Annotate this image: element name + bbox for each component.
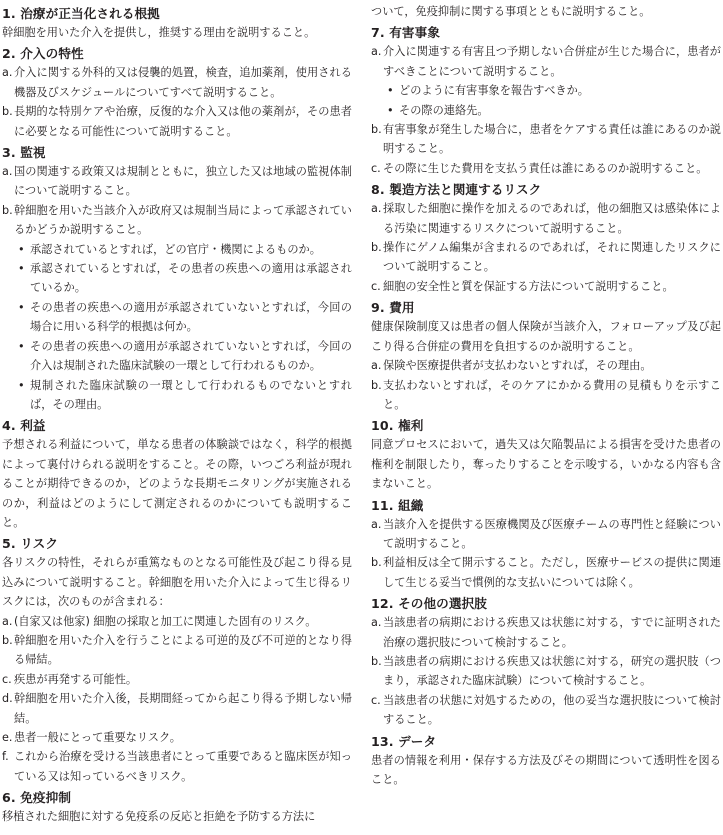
section-heading: 3. 監視 bbox=[2, 145, 46, 161]
list-item bbox=[2, 63, 352, 102]
list-item bbox=[2, 670, 352, 689]
section-heading: 4. 利益 bbox=[2, 418, 46, 434]
section bbox=[371, 594, 721, 729]
bullet-item bbox=[371, 81, 721, 100]
list-item bbox=[371, 691, 721, 730]
list-item bbox=[371, 613, 721, 652]
list-item bbox=[371, 238, 721, 277]
list-item bbox=[2, 612, 352, 631]
bullet-text: どのように有害事象を報告すべきか。 bbox=[399, 84, 589, 98]
bullet-text: その患者の疾患への適用が承認されていないとすれば，今回の介入は規制された臨床試験の一環として行われるものか。 bbox=[30, 339, 352, 373]
list-item-marker: c. bbox=[2, 672, 12, 686]
list-item-marker: f. bbox=[2, 750, 9, 764]
section-heading: 2. 介入の特性 bbox=[2, 46, 84, 62]
section-paragraph: 各リスクの特性，それらが重篤なものとなる可能性及び起こり得る見込みについて説明すること。幹細胞を用いた介入によって生じ得るリスクには，次のものが含まれる： bbox=[2, 556, 352, 609]
list-item-text: 患者一般にとって重要なリスク。 bbox=[14, 731, 181, 744]
section-paragraph: 同意プロセスにおいて，過失又は欠陥製品による損害を受けた患者の権利を制限したり，奪ったりすることを示唆する，いかなる内容も含まないこと。 bbox=[371, 438, 721, 491]
right-column bbox=[371, 2, 721, 789]
list-item-marker: a. bbox=[2, 66, 13, 80]
section-paragraph: 予想される利益について，単なる患者の体験談ではなく，科学的根拠によって裏付けられる説明をすること。その際，いつごろ利益が現れることが期待できるのか，どのような長期モニタリングが実施されるのか，利益はどのようにして測定されるのかについても説明すること。 bbox=[2, 438, 352, 529]
section bbox=[371, 496, 721, 593]
section bbox=[2, 534, 352, 786]
bullet-item bbox=[2, 240, 352, 259]
list-item-marker: a. bbox=[2, 614, 13, 628]
bullet-text: その患者の疾患への適用が承認されていないとすれば，今回の場合に用いる科学的根拠は何か。 bbox=[30, 300, 352, 334]
list-item-marker: c. bbox=[371, 693, 381, 707]
list-item bbox=[2, 162, 352, 201]
list-item bbox=[371, 199, 721, 238]
list-item bbox=[2, 747, 352, 786]
section-heading: 10. 権利 bbox=[371, 418, 424, 434]
bullet-dot-icon: • bbox=[18, 262, 25, 276]
list-item-marker: a. bbox=[371, 616, 382, 630]
list-item-marker: b. bbox=[2, 633, 13, 647]
list-item bbox=[371, 376, 721, 415]
section bbox=[2, 416, 352, 532]
list-item-text: 介入に関する外科的又は侵襲的処置，検査，追加薬剤，使用される機器及びスケジュールについてすべて説明すること。 bbox=[14, 66, 352, 99]
left-column bbox=[2, 2, 352, 827]
list-item-text: 国の関連する政策又は規制とともに，独立した又は地域の監視体制について説明すること。 bbox=[14, 165, 352, 198]
section-heading: 11. 組織 bbox=[371, 497, 424, 513]
list-item bbox=[371, 277, 721, 296]
list-item-marker: b. bbox=[371, 556, 382, 570]
list-item-marker: a. bbox=[371, 45, 382, 59]
list-item-text: その際に生じた費用を支払う責任は誰にあるのか説明すること。 bbox=[383, 161, 708, 175]
list-item-text: 幹細胞を用いた当該介入が政府又は規制当局によって承認されているかどうか説明すること。 bbox=[14, 203, 352, 237]
section-heading: 12. その他の選択肢 bbox=[371, 596, 487, 612]
bullet-dot-icon: • bbox=[18, 378, 25, 392]
section-paragraph: 患者の情報を利用・保存する方法及びその期間について透明性を図ること。 bbox=[371, 753, 721, 786]
bullet-text: 規制された臨床試験の一環として行われるものでないとすれば，その理由。 bbox=[30, 378, 352, 411]
bullet-dot-icon: • bbox=[18, 242, 25, 256]
list-item-text: 保険や医療提供者が支払わないとすれば，その理由。 bbox=[383, 359, 652, 373]
list-item-marker: b. bbox=[371, 654, 382, 668]
list-item-marker: a. bbox=[2, 165, 13, 179]
section-paragraph: 幹細胞を用いた介入を提供し，推奨する理由を説明すること。 bbox=[2, 26, 316, 39]
section-heading: 7. 有害事象 bbox=[371, 25, 441, 41]
list-item-text: 細胞の安全性と質を保証する方法について説明すること。 bbox=[383, 279, 674, 293]
list-item bbox=[371, 515, 721, 554]
bullet-item bbox=[2, 298, 352, 337]
list-item-text: 幹細胞を用いた介入を行うことによる可逆的及び不可逆的となり得る帰結。 bbox=[14, 633, 352, 667]
list-item bbox=[371, 356, 721, 375]
bullet-text: その際の連絡先。 bbox=[399, 103, 489, 117]
section-heading: 13. データ bbox=[371, 733, 437, 749]
section bbox=[371, 180, 721, 296]
list-item-marker: b. bbox=[371, 378, 382, 392]
list-item bbox=[2, 689, 352, 728]
section-heading: 5. リスク bbox=[2, 536, 59, 552]
list-item-marker: b. bbox=[2, 105, 13, 119]
section-heading: 8. 製造方法と関連するリスク bbox=[371, 182, 542, 198]
bullet-item bbox=[2, 376, 352, 415]
list-item-text: 介入に関連する有害且つ予期しない合併症が生じた場合に，患者がすべきことについて説明すること。 bbox=[383, 45, 721, 78]
list-item-text: 支払わないとすれば，そのケアにかかる費用の見積もりを示すこと。 bbox=[383, 378, 721, 411]
bullet-item bbox=[2, 337, 352, 376]
list-item-text: 長期的な特別ケアや治療，反復的な介入又は他の薬剤が，その患者に必要となる可能性について説明すること。 bbox=[14, 105, 352, 138]
list-item-text: 利益相反は全て開示すること。ただし，医療サービスの提供に関連して生じる妥当で慣例的な支払いについては除く。 bbox=[383, 556, 721, 589]
list-item bbox=[371, 652, 721, 691]
list-item-marker: b. bbox=[371, 241, 382, 255]
bullet-item bbox=[371, 101, 721, 120]
list-item-text: 疾患が再発する可能性。 bbox=[14, 672, 138, 686]
list-item-text: 当該介入を提供する医療機関及び医療チームの専門性と経験について説明すること。 bbox=[383, 517, 721, 550]
bullet-dot-icon: • bbox=[387, 103, 394, 117]
section bbox=[2, 4, 352, 42]
list-item bbox=[2, 102, 352, 141]
bullet-item bbox=[2, 259, 352, 298]
section bbox=[371, 416, 721, 493]
list-item bbox=[2, 631, 352, 670]
bullet-dot-icon: • bbox=[387, 84, 394, 98]
list-item bbox=[2, 201, 352, 240]
section bbox=[2, 44, 352, 141]
list-item-marker: c. bbox=[371, 161, 381, 175]
list-item-text: 幹細胞を用いた介入後，長期間経ってから起こり得る予期しない帰結。 bbox=[14, 692, 352, 725]
list-item-marker: d. bbox=[2, 692, 13, 706]
list-item-marker: e. bbox=[2, 731, 13, 744]
section bbox=[2, 788, 352, 826]
list-item-text: 当該患者の病期における疾患又は状態に対する，すでに証明された治療の選択肢について検討すること。 bbox=[383, 616, 721, 649]
list-item-text: 当該患者の病期における疾患又は状態に対する，研究の選択肢（つまり，承認された臨床試験）について検討すること。 bbox=[383, 654, 721, 688]
bullet-dot-icon: • bbox=[18, 339, 25, 353]
list-item bbox=[371, 159, 721, 178]
section-paragraph: ついて，免疫抑制に関する事項とともに説明すること。 bbox=[371, 5, 651, 18]
section-paragraph: 移植された細胞に対する免疫系の反応と拒絶を予防する方法に bbox=[2, 810, 316, 824]
bullet-dot-icon: • bbox=[18, 300, 25, 314]
section-heading: 6. 免疫抑制 bbox=[2, 790, 72, 806]
section-paragraph: 健康保険制度又は患者の個人保険が当該介入，フォローアップ及び起こり得る合併症の費用を負担するのか説明すること。 bbox=[371, 320, 721, 353]
list-item bbox=[371, 553, 721, 592]
section-heading: 1. 治療が正当化される根拠 bbox=[2, 6, 160, 21]
section bbox=[371, 23, 721, 178]
list-item-text: (自家又は他家) 細胞の採取と加工に関連した固有のリスク。 bbox=[14, 614, 317, 628]
list-item-text: 有害事象が発生した場合に，患者をケアする責任は誰にあるのか説明すること。 bbox=[383, 123, 721, 156]
list-item bbox=[371, 42, 721, 81]
bullet-text: 承認されているとすれば，どの官庁・機関によるものか。 bbox=[30, 242, 321, 256]
section bbox=[371, 298, 721, 414]
list-item-text: 当該患者の状態に対処するための，他の妥当な選択肢について検討すること。 bbox=[383, 693, 721, 727]
section bbox=[371, 2, 721, 21]
section-heading: 9. 費用 bbox=[371, 300, 415, 316]
list-item-text: 操作にゲノム編集が含まれるのであれば，それに関連したリスクについて説明すること。 bbox=[383, 241, 721, 274]
list-item-marker: c. bbox=[371, 279, 381, 293]
list-item-marker: a. bbox=[371, 359, 382, 373]
list-item-marker: b. bbox=[2, 203, 13, 217]
bullet-text: 承認されているとすれば，その患者の疾患への適用は承認されているか。 bbox=[30, 262, 352, 295]
list-item-text: これから治療を受ける当該患者にとって重要であると臨床医が知っている又は知っているべきリスク。 bbox=[14, 750, 352, 783]
section bbox=[371, 732, 721, 790]
list-item bbox=[371, 120, 721, 159]
list-item-text: 採取した細胞に操作を加えるのであれば，他の細胞又は感染体による汚染に関連するリスクについて説明すること。 bbox=[383, 202, 721, 235]
list-item-marker: a. bbox=[371, 517, 382, 531]
list-item-marker: b. bbox=[371, 123, 382, 137]
list-item bbox=[2, 728, 352, 747]
section bbox=[2, 143, 352, 414]
list-item-marker: a. bbox=[371, 202, 382, 216]
